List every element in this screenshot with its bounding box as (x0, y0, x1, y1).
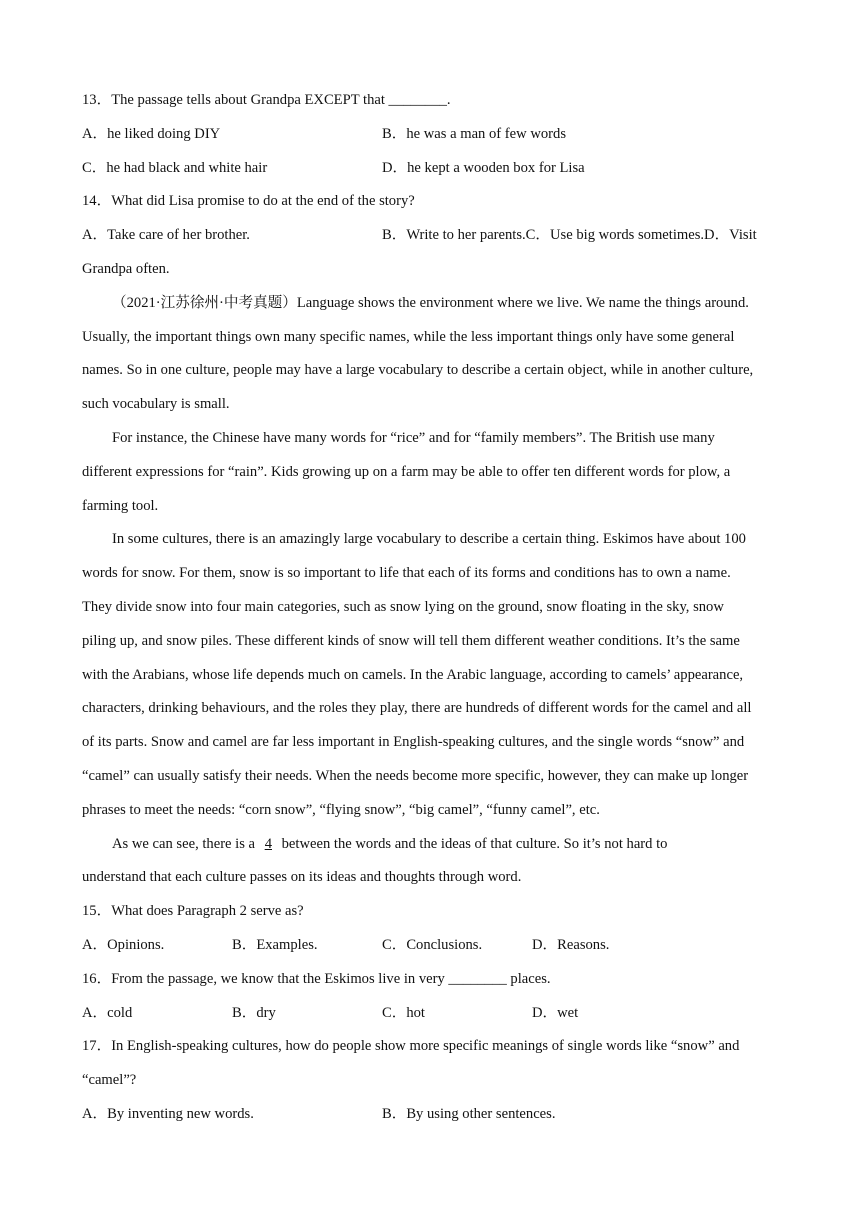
passage-p4-after-blank: between the words and the ideas of that culture. So it’s not hard to (277, 835, 668, 852)
q13-option-d: D．he kept a wooden box for Lisa (382, 159, 585, 176)
q15-option-b: B．Examples. (232, 936, 318, 953)
passage-p1-line-4: such vocabulary is small. (82, 396, 230, 413)
q13-option-a: A．he liked doing DIY (82, 125, 221, 142)
passage-p3-line-7: of its parts. Snow and camel are far less important in English-speaking cultures, and the single words “snow” and (82, 734, 745, 751)
question-16-options (82, 1001, 782, 1035)
q17-option-a: A．By inventing new words. (82, 1105, 254, 1122)
q14-option-a: A．Take care of her brother. (82, 227, 250, 244)
question-14-stem: 14．What did Lisa promise to do at the end of the story? (82, 193, 415, 210)
question-17-options (82, 1102, 782, 1136)
question-15-stem: 15．What does Paragraph 2 serve as? (82, 903, 304, 920)
q15-option-c: C．Conclusions. (382, 936, 483, 953)
question-13-options-row-1 (82, 122, 782, 156)
q13-option-c: C．he had black and white hair (82, 159, 268, 176)
q17-option-b: B．By using other sentences. (382, 1105, 556, 1122)
passage-p4-before-blank: As we can see, there is a (112, 835, 259, 852)
passage-p4-line-2: understand that each culture passes on its ideas and thoughts through word. (82, 869, 522, 886)
passage-p3-line-6: characters, drinking behaviours, and the roles they play, there are hundreds of different words for the camel and all (82, 700, 752, 717)
q16-option-d: D．wet (532, 1004, 579, 1021)
question-17-stem-line-2: “camel”? (82, 1072, 137, 1089)
q16-option-a: A．cold (82, 1004, 133, 1021)
passage-p1-line-2: Usually, the important things own many specific names, while the less important things only have some general (82, 328, 735, 345)
question-13-options-row-2 (82, 156, 782, 190)
passage-p2-line-2: different expressions for “rain”. Kids growing up on a farm may be able to offer ten different words for plow, a (82, 463, 731, 480)
question-13-stem: 13．The passage tells about Grandpa EXCEPT that ________. (82, 92, 451, 108)
document-content (82, 88, 782, 1136)
question-17-stem-line-1: 17．In English-speaking cultures, how do people show more specific meanings of single words like “snow” and (82, 1038, 740, 1055)
passage-p3-line-2: words for snow. For them, snow is so important to life that each of its forms and conditions has to own a name. (82, 565, 731, 582)
q13-option-b: B．he was a man of few words (382, 125, 566, 142)
passage-p3-line-1: In some cultures, there is an amazingly large vocabulary to describe a certain thing. Eskimos have about 100 (112, 531, 746, 548)
passage-p1-line-1: （2021·江苏徐州·中考真题）Language shows the environment where we live. We name the things around. (112, 294, 749, 311)
q15-option-a: A．Opinions. (82, 936, 165, 953)
passage-p1-line-3: names. So in one culture, people may have a large vocabulary to describe a certain object, while in another culture, (82, 362, 754, 379)
passage-p3-line-5: with the Arabians, whose life depends much on camels. In the Arabic language, according to camels’ appearance, (82, 666, 744, 683)
passage-p3-line-8: “camel” can usually satisfy their needs. When the needs become more specific, however, they can make up longer (82, 767, 749, 784)
q14-options-bcd: B．Write to her parents.C．Use big words sometimes.D．Visit (382, 227, 757, 244)
passage-p4-line-1 (82, 832, 782, 866)
q16-option-b: B．dry (232, 1004, 276, 1021)
question-14-options-continued: Grandpa often. (82, 260, 170, 277)
passage-p2-line-3: farming tool. (82, 497, 159, 514)
passage-p2-line-1: For instance, the Chinese have many words for “rice” and for “family members”. The British use many (112, 429, 715, 446)
passage-p3-line-3: They divide snow into four main categories, such as snow lying on the ground, snow floating in the sky, snow (82, 598, 724, 615)
q15-option-d: D．Reasons. (532, 936, 610, 953)
question-15-options (82, 933, 782, 967)
question-14-options (82, 223, 782, 257)
passage-p3-line-4: piling up, and snow piles. These different kinds of snow will tell them different weather conditions. It’s the same (82, 632, 740, 649)
question-16-stem: 16．From the passage, we know that the Eskimos live in very ________ places. (82, 970, 551, 987)
passage-p3-line-9: phrases to meet the needs: “corn snow”, “flying snow”, “big camel”, “funny camel”, etc. (82, 801, 600, 818)
cloze-blank-4[interactable]: 4 (264, 835, 272, 852)
q16-option-c: C．hot (382, 1004, 425, 1021)
